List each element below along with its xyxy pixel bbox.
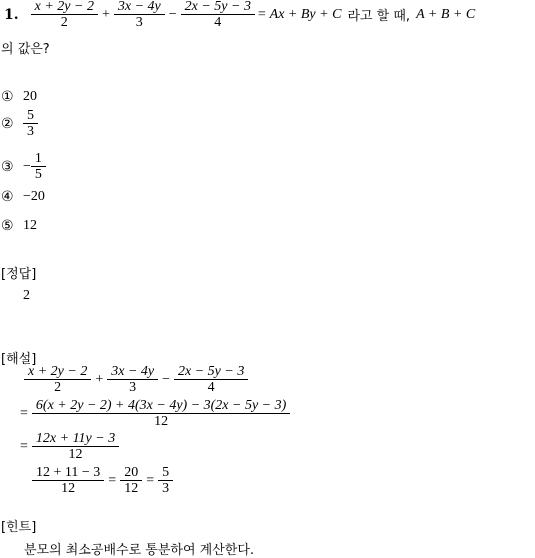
solution-line3: = $\frac{12x + 11y - 3}{12}$ [20, 431, 119, 462]
term2-numerator: 3x − 4y [117, 0, 161, 14]
sol-l4-a-num: 12 + 11 − 3 [36, 465, 101, 480]
solution-l2-fraction [34, 398, 288, 429]
choice-1-value: 20 [23, 89, 37, 104]
question-rhs: = Ax + By + C [256, 6, 342, 22]
choice-3-numerator: 1 [34, 151, 42, 166]
solution-l4-fraction-b [122, 465, 140, 496]
choice-3-sign: − [23, 158, 31, 174]
sol-l1-t3-den: 4 [174, 379, 248, 395]
choice-2[interactable] [1, 108, 38, 139]
sol-l4-c-den: 3 [158, 480, 173, 496]
question-line2: 의 값은? [1, 42, 50, 57]
solution-l1-fraction3 [176, 364, 246, 395]
sol-l3-num: 12x + 11y − 3 [35, 431, 116, 446]
term1-numerator: x + 2y − 2 [34, 0, 94, 14]
solution-l1-fraction2 [109, 364, 156, 395]
solution-l1-fraction1 [26, 364, 89, 395]
answer-label: [정답] [1, 267, 37, 282]
fraction-term1 [33, 0, 96, 30]
fraction-term2 [116, 0, 163, 30]
choice-5-value: 12 [23, 218, 37, 233]
sol-l4-c-num: 5 [162, 465, 170, 480]
solution-l3-fraction [34, 431, 117, 462]
question-text: 라고 할 때, [347, 9, 411, 24]
hint-label: [힌트] [1, 520, 37, 535]
sol-l2-den: 12 [32, 413, 290, 429]
choice-3-mark: ③ [1, 158, 14, 175]
choice-5[interactable] [1, 218, 37, 234]
choice-1-mark: ① [1, 89, 14, 105]
sol-l2-num: 6(x + 2y − 2) + 4(3x − 4y) − 3(2x − 5y − 3) [35, 398, 287, 413]
answer-value: 2 [23, 288, 30, 303]
sol-l4-b-den: 12 [120, 480, 142, 496]
question-expression: A + B + C [416, 6, 476, 22]
term3-denominator: 4 [181, 14, 255, 30]
term3-numerator: 2x − 5y − 3 [184, 0, 251, 14]
fraction-term3 [183, 0, 253, 30]
question-line: 1. $\frac{x + 2y - 2}{2}$ + $\frac{3x - 4y}{3}$ − $\frac{2x - 5y - 3}{4}$ = Ax + By + C 라고 할 때, A + B + C [4, 0, 476, 30]
sol-l1-t3-num: 2x − 5y − 3 [178, 364, 245, 379]
choice-3-fraction [33, 151, 44, 182]
choice-2-mark: ② [1, 115, 14, 132]
choice-2-numerator: 5 [27, 108, 34, 123]
solution-l4-fraction-a [34, 465, 102, 496]
solution-line4: $\frac{12 + 11 - 3}{12}$ = $\frac{20}{12}$ = $\frac{5}{3}$ [32, 465, 173, 496]
solution-label: [해설] [1, 352, 37, 367]
sol-l1-t1-num: x + 2y − 2 [28, 364, 88, 379]
sol-l1-t2-num: 3x − 4y [111, 364, 155, 379]
question-number: 1. [4, 6, 19, 23]
term1-denominator: 2 [31, 14, 98, 30]
term2-denominator: 3 [114, 14, 165, 30]
sol-l4-a-den: 12 [32, 480, 104, 496]
choice-3[interactable] [1, 151, 46, 182]
choice-2-denominator: 3 [23, 123, 38, 139]
solution-line1: $\frac{x + 2y - 2}{2}$ + $\frac{3x - 4y}{3}$ − $\frac{2x - 5y - 3}{4}$ [24, 364, 248, 395]
choice-3-denominator: 5 [31, 166, 46, 182]
choice-4-value: −20 [23, 189, 45, 204]
sol-l3-den: 12 [32, 446, 119, 462]
solution-l4-fraction-c [160, 465, 171, 496]
choice-1[interactable] [1, 89, 37, 105]
hint-text: 분모의 최소공배수로 통분하여 계산한다. [24, 543, 255, 558]
sol-l1-t1-den: 2 [24, 379, 91, 395]
sol-l1-t2-den: 3 [107, 379, 158, 395]
choice-4[interactable] [1, 189, 45, 205]
choice-2-fraction [25, 108, 36, 139]
choice-4-mark: ④ [1, 189, 14, 205]
solution-line2: = $\frac{6(x + 2y - 2) + 4(3x - 4y) - 3(2x - 5y - 3)}{12}$ [20, 398, 290, 429]
sol-l4-b-num: 20 [124, 465, 139, 480]
choice-5-mark: ⑤ [1, 218, 14, 234]
